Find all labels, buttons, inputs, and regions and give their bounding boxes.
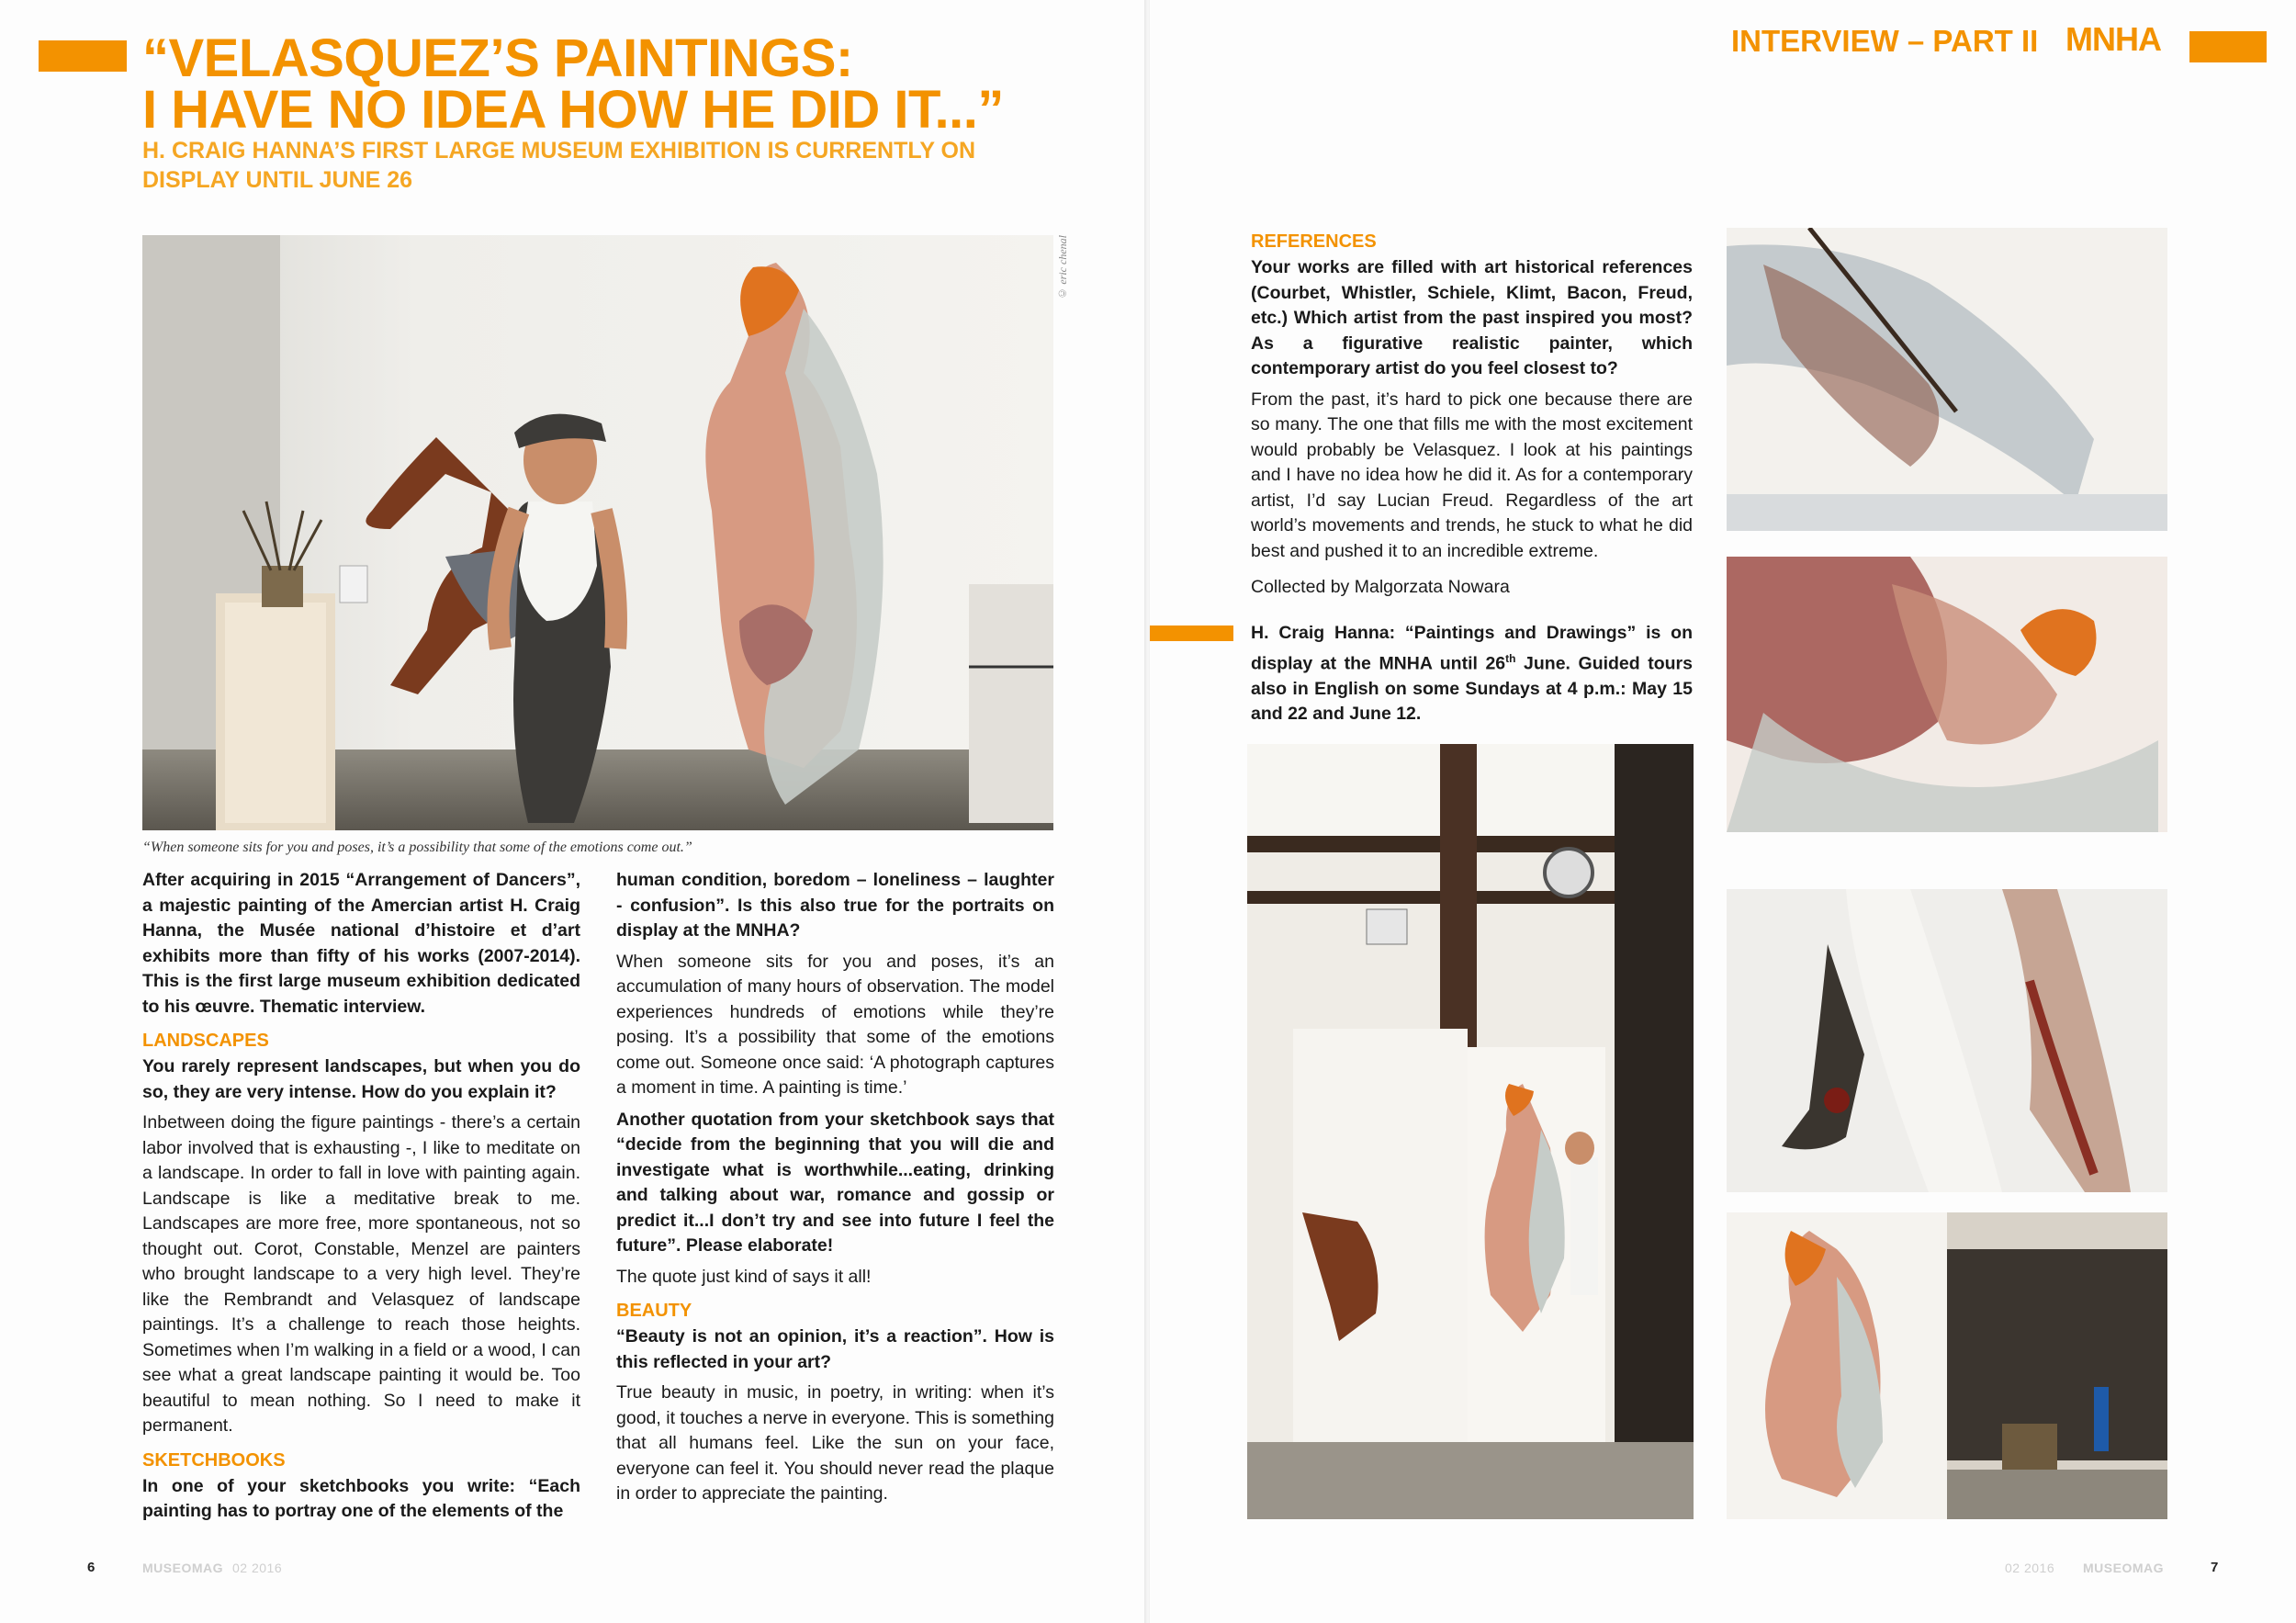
header-accent-bar: [2189, 31, 2267, 62]
painting-detail-photo-3: [1727, 889, 2167, 1192]
painting-detail-illustration-1: [1727, 228, 2167, 531]
section-heading-landscapes: LANDSCAPES: [142, 1031, 269, 1051]
exhibition-info-text-end: June. Guided tours also in English on some Sundays at 4 p.m.: May 15 and 22 and June 12.: [1251, 653, 1693, 724]
headline-line-1: “VELASQUEZ’S PAINTINGS:: [142, 28, 853, 88]
section-heading-beauty: BEAUTY: [616, 1301, 692, 1321]
question-beauty: “Beauty is not an opinion, it’s a reaction”. How is this reflected in your art?: [616, 1326, 1054, 1372]
info-accent-bar: [1150, 626, 1233, 641]
section-title: INTERVIEW – PART II: [1731, 24, 2039, 58]
footer-issue-right: 02 2016: [2005, 1561, 2055, 1575]
exhibition-info-sup: th: [1505, 651, 1516, 665]
studio-wide-photo: [1247, 744, 1694, 1519]
page-number-right: 7: [2211, 1560, 2219, 1575]
mnha-logo: MNHA: [2065, 20, 2161, 58]
photo-credit: © eric chenal: [1056, 235, 1069, 300]
headline-line-2: I HAVE NO IDEA HOW HE DID IT...”: [142, 80, 1004, 140]
right-page: [1150, 0, 2296, 1623]
answer-quotation: The quote just kind of says it all!: [616, 1266, 872, 1287]
painting-detail-photo-1: [1727, 228, 2167, 531]
question-sketchbooks-end: human condition, boredom – loneliness – laughter - confusion”. Is this also true for the portraits on display at the MNHA?: [616, 870, 1054, 941]
question-references: Your works are filled with art historical references (Courbet, Whistler, Schiele, Klimt, Bacon, Freud, etc.) Which artist from the past inspired you most? As a figurative realistic painter, which contemporary artist do you feel closest to?: [1251, 257, 1693, 378]
question-landscapes: You rarely represent landscapes, but when you do so, they are very intense. How do you explain it?: [142, 1056, 580, 1102]
answer-sketchbooks: When someone sits for you and poses, it’s an accumulation of many hours of observation. The model experiences hundreds of emotions while they’re posing. It’s a possibility that some of the emotions come out. Someone once said: ‘A photograph captures a moment in time. A painting is time.’: [616, 951, 1054, 1098]
painting-detail-photo-4: [1727, 1212, 2167, 1519]
answer-references: From the past, it’s hard to pick one because there are so many. The one that fills me with the most excitement would probably be Velasquez. I look at his paintings and I have no idea how he did it. As for a contemporary artist, I’d say Lucian Freud. Regardless of the art world’s movements and trends, he stuck to what he did best and pushed it to an incredible extreme.: [1251, 389, 1693, 561]
section-heading-references: REFERENCES: [1251, 231, 1377, 252]
collected-by: Collected by Malgorzata Nowara: [1251, 577, 1510, 597]
photo-caption: “When someone sits for you and poses, it’s a possibility that some of the emotions come out.”: [142, 840, 692, 855]
answer-landscapes: Inbetween doing the figure paintings - there’s a certain labor involved that is exhausting -, I like to meditate on a landscape. In order to fall in love with painting again. Landscape is like a meditative break to me. Landscapes are more free, more spontaneous, not so thought out. Corot, Constable, Menzel are painters who brought landscape to a very high level. They’re like the Rembrandt and Velasquez of landscape paintings. It’s a challenge to reach those heights. Sometimes when I’m walking in a field or a wood, I can see what a great landscape painting it would be. Too beautiful to mean nothing. So I need to make it permanent.: [142, 1112, 580, 1436]
footer-magazine-left: MUSEOMAG: [142, 1561, 223, 1575]
studio-wide-illustration: [1247, 744, 1694, 1519]
exhibition-info-text: H. Craig Hanna: “Paintings and Drawings” is on display at the MNHA until 26: [1251, 623, 1693, 673]
section-heading-sketchbooks: SKETCHBOOKS: [142, 1449, 286, 1471]
studio-photo: [142, 235, 1053, 830]
footer-issue-left: 02 2016: [232, 1561, 283, 1575]
answer-beauty: True beauty in music, in poetry, in writing: when it’s good, it touches a nerve in everyone. This is something that all humans feel. Like the sun on your face, everyone can feel it. You should never read the plaque in order to appreciate the painting.: [616, 1382, 1054, 1504]
painting-detail-photo-2: [1727, 557, 2167, 832]
article-column-2: [616, 868, 1054, 1514]
left-page: [0, 0, 1146, 1623]
studio-photo-illustration: [142, 235, 1053, 830]
question-sketchbooks-start: In one of your sketchbooks you write: “Each painting has to portray one of the elements of the: [142, 1475, 580, 1521]
painting-detail-illustration-2: [1727, 557, 2167, 832]
page-number-left: 6: [87, 1560, 96, 1575]
headline-accent-bar: [39, 40, 127, 72]
painting-detail-illustration-4: [1727, 1212, 2167, 1519]
footer-magazine-right: MUSEOMAG: [2083, 1561, 2164, 1575]
intro-paragraph: After acquiring in 2015 “Arrangement of Dancers”, a majestic painting of the Amercian artist H. Craig Hanna, the Musée national d’histoire et d’art exhibits more than fifty of his works (2007-2014). This is the first large museum exhibition dedicated to his œuvre. Thematic interview.: [142, 870, 580, 1017]
page-subheadline: H. CRAIG HANNA’S FIRST LARGE MUSEUM EXHIBITION IS CURRENTLY ON DISPLAY UNTIL JUNE 26: [142, 138, 976, 193]
references-column: [1251, 220, 1693, 607]
question-quotation: Another quotation from your sketchbook says that “decide from the beginning that you will die and investigate what is worthwhile...eating, drinking and talking about war, romance and gossip or predict it...I don’t try and see into future I feel the future”. Please elaborate!: [616, 1109, 1054, 1256]
article-column-1: [142, 868, 580, 1530]
exhibition-info: [1251, 621, 1693, 727]
page-headline: [142, 28, 1061, 140]
painting-detail-illustration-3: [1727, 889, 2167, 1192]
